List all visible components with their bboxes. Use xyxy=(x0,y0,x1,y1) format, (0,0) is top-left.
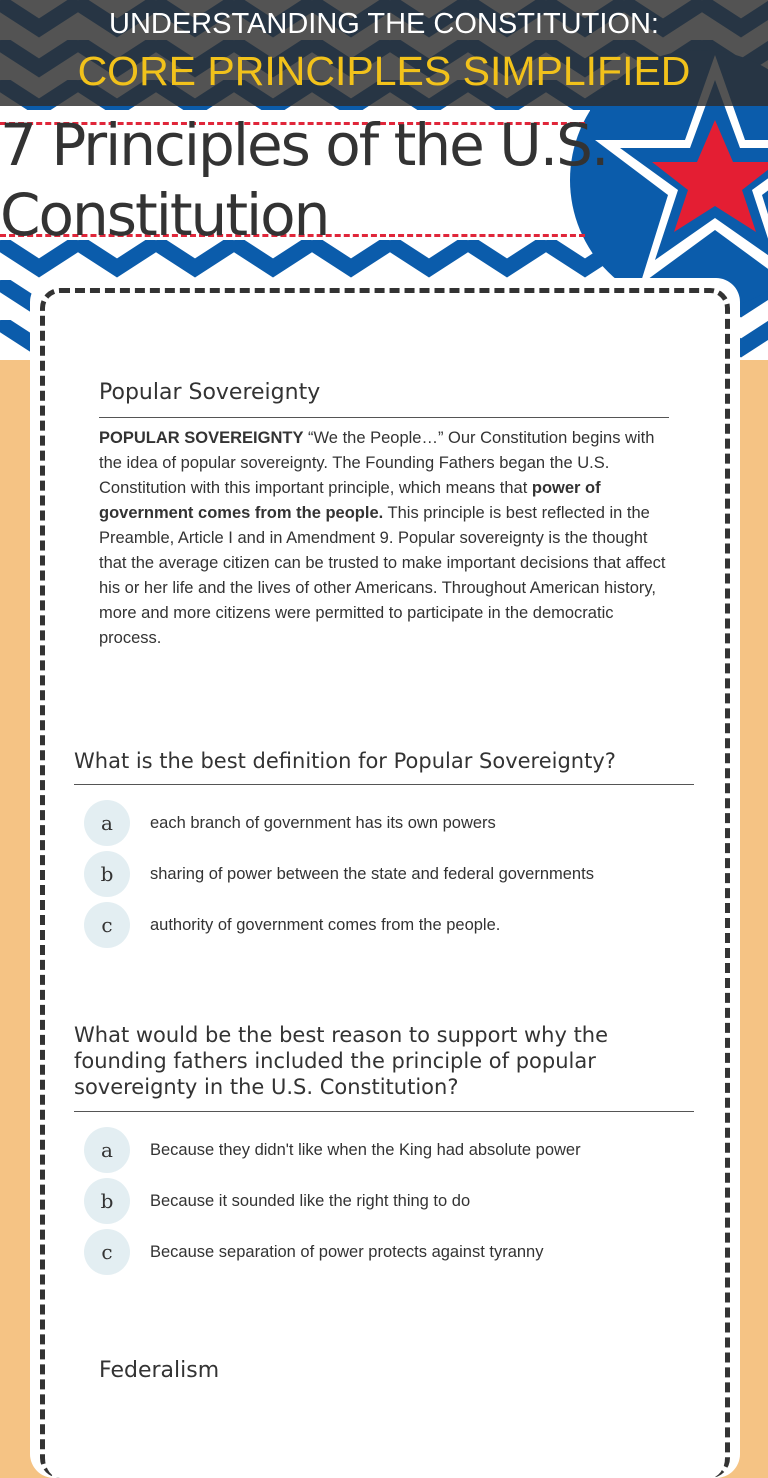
option-text: Because it sounded like the right thing to do xyxy=(150,1191,471,1210)
option-a[interactable] xyxy=(84,800,496,846)
option-bubble[interactable]: c xyxy=(84,1229,130,1275)
text: “We the People…” Our Constitution begins with the idea of popular sovereignty. The Founding Fathers began the U.S. Constitution with this important principle, which means that xyxy=(99,429,655,497)
overlay-line-2: CORE PRINCIPLES SIMPLIFIED xyxy=(77,48,691,94)
question-2: What would be the best reason to support why the founding fathers included the principle of popular sovereignty in the U.S. Constitution? xyxy=(74,1023,609,1099)
option-bubble[interactable]: b xyxy=(84,1178,130,1224)
option-bubble[interactable]: b xyxy=(84,851,130,897)
worksheet-card xyxy=(30,278,740,1478)
divider xyxy=(74,784,694,785)
option-text: each branch of government has its own powers xyxy=(150,813,496,832)
text: This principle is best reflected in the Preamble, Article I and in Amendment 9. Popular sovereignty is the thought that the average citizen can be trusted to make important decisions that affect his or her life and the lives of other Americans. Throughout American history, more and more citizens were permitted to participate in the democratic process. xyxy=(99,504,666,647)
section-title: Federalism xyxy=(99,1358,220,1383)
divider xyxy=(74,1111,694,1112)
divider xyxy=(99,417,669,418)
title-overlay-banner xyxy=(0,0,768,106)
bold-text: POPULAR SOVEREIGNTY xyxy=(99,429,304,447)
question-1: What is the best definition for Popular Sovereignty? xyxy=(74,749,616,773)
option-bubble[interactable]: a xyxy=(84,1127,130,1173)
option-a[interactable] xyxy=(84,1127,581,1173)
option-b[interactable] xyxy=(84,851,594,897)
option-text: sharing of power between the state and federal governments xyxy=(150,864,594,883)
page-title: 7 Principles of the U.S. Constitution xyxy=(0,111,608,249)
option-b[interactable] xyxy=(84,1178,470,1224)
section-title: Popular Sovereignty xyxy=(99,380,321,405)
bold-text: power of government comes from the people. xyxy=(99,479,601,522)
option-c[interactable] xyxy=(84,1229,543,1275)
option-bubble[interactable]: a xyxy=(84,800,130,846)
option-c[interactable] xyxy=(84,902,500,948)
option-bubble[interactable]: c xyxy=(84,902,130,948)
option-text: Because they didn't like when the King had absolute power xyxy=(150,1140,581,1159)
overlay-line-1: UNDERSTANDING THE CONSTITUTION: xyxy=(109,8,659,40)
option-text: Because separation of power protects against tyranny xyxy=(150,1242,544,1261)
option-text: authority of government comes from the people. xyxy=(150,915,501,934)
section-paragraph xyxy=(99,426,679,651)
